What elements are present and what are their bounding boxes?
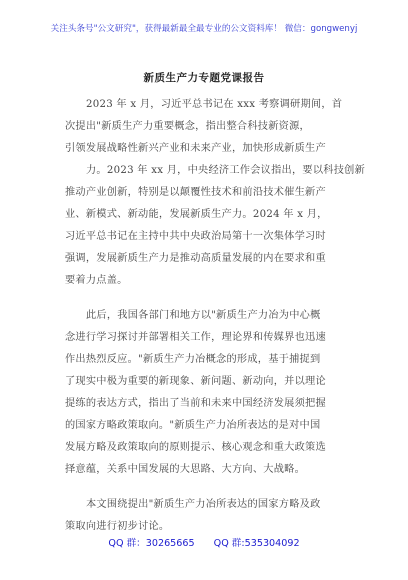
paragraph-1	[65, 94, 366, 292]
text-line: 引领发展战略性新兴产业和未来产业，加快形成新质生产	[65, 143, 326, 154]
document-body	[65, 94, 366, 551]
text-line: 要着力点盖。	[65, 275, 128, 286]
paragraph-3	[65, 494, 353, 538]
text-line: 作出热烈反应。"新质生产力冶概念的形成，基于捕捉到	[65, 354, 321, 365]
text-line: 发展方略及政策取向的原则提示、核心观念和重大政策选	[65, 442, 326, 453]
text-line: 的国家方略政策取向。"新质生产力冶所表达的是对中国	[65, 420, 321, 431]
text-line: 提练的表达方式，指出了当前和未来中国经济发展须把握	[65, 398, 326, 409]
qq-group-2: QQ 群:535304092	[213, 538, 300, 549]
text-line: 择意蕴，关系中国发展的大思路、大方向、大战略。	[65, 464, 306, 475]
text-line: 力。2023 年 xx 月，中央经济工作会议指出，要以科技创新	[86, 165, 366, 176]
text-line: 次提出"新质生产力重要概念，指出整合科技新资源，	[65, 121, 310, 132]
text-line: 此后，我国各部门和地方以"新质生产力冶为中心概	[86, 310, 321, 321]
text-line: 习近平总书记在主持中共中央政治局第十一次集体学习时	[65, 231, 326, 242]
paragraph-2	[65, 305, 353, 481]
qq-group-1: QQ 群：30265665	[108, 538, 195, 549]
text-line: 强调，发展新质生产力是推动高质量发展的内在要求和重	[65, 253, 326, 264]
header-banner: 关注头条号"公文研究"，获得最新最全最专业的公文资料库！ 微信：gongwenyj	[50, 24, 358, 34]
text-line: 策取向进行初步讨论。	[65, 521, 170, 532]
text-line: 2023 年 x 月，习近平总书记在 xxx 考察调研期间，首	[86, 99, 343, 110]
text-line: 念进行学习探讨并部署相关工作，理论界和传媒界也迅速	[65, 332, 326, 343]
text-line: 业、新模式、新动能，发展新质生产力。2024 年 x 月，	[65, 209, 328, 220]
text-line: 了现实中极为重要的新现象、新问题、新动向，并以理论	[65, 376, 326, 387]
footer-contacts	[0, 535, 408, 549]
document-title: 新质生产力专题党课报告	[143, 72, 265, 84]
text-line: 本文围绕提出"新质生产力冶所表达的国家方略及政	[86, 499, 321, 510]
text-line: 推动产业创新，特别是以颠覆性技术和前沿技术催生新产	[65, 187, 326, 198]
